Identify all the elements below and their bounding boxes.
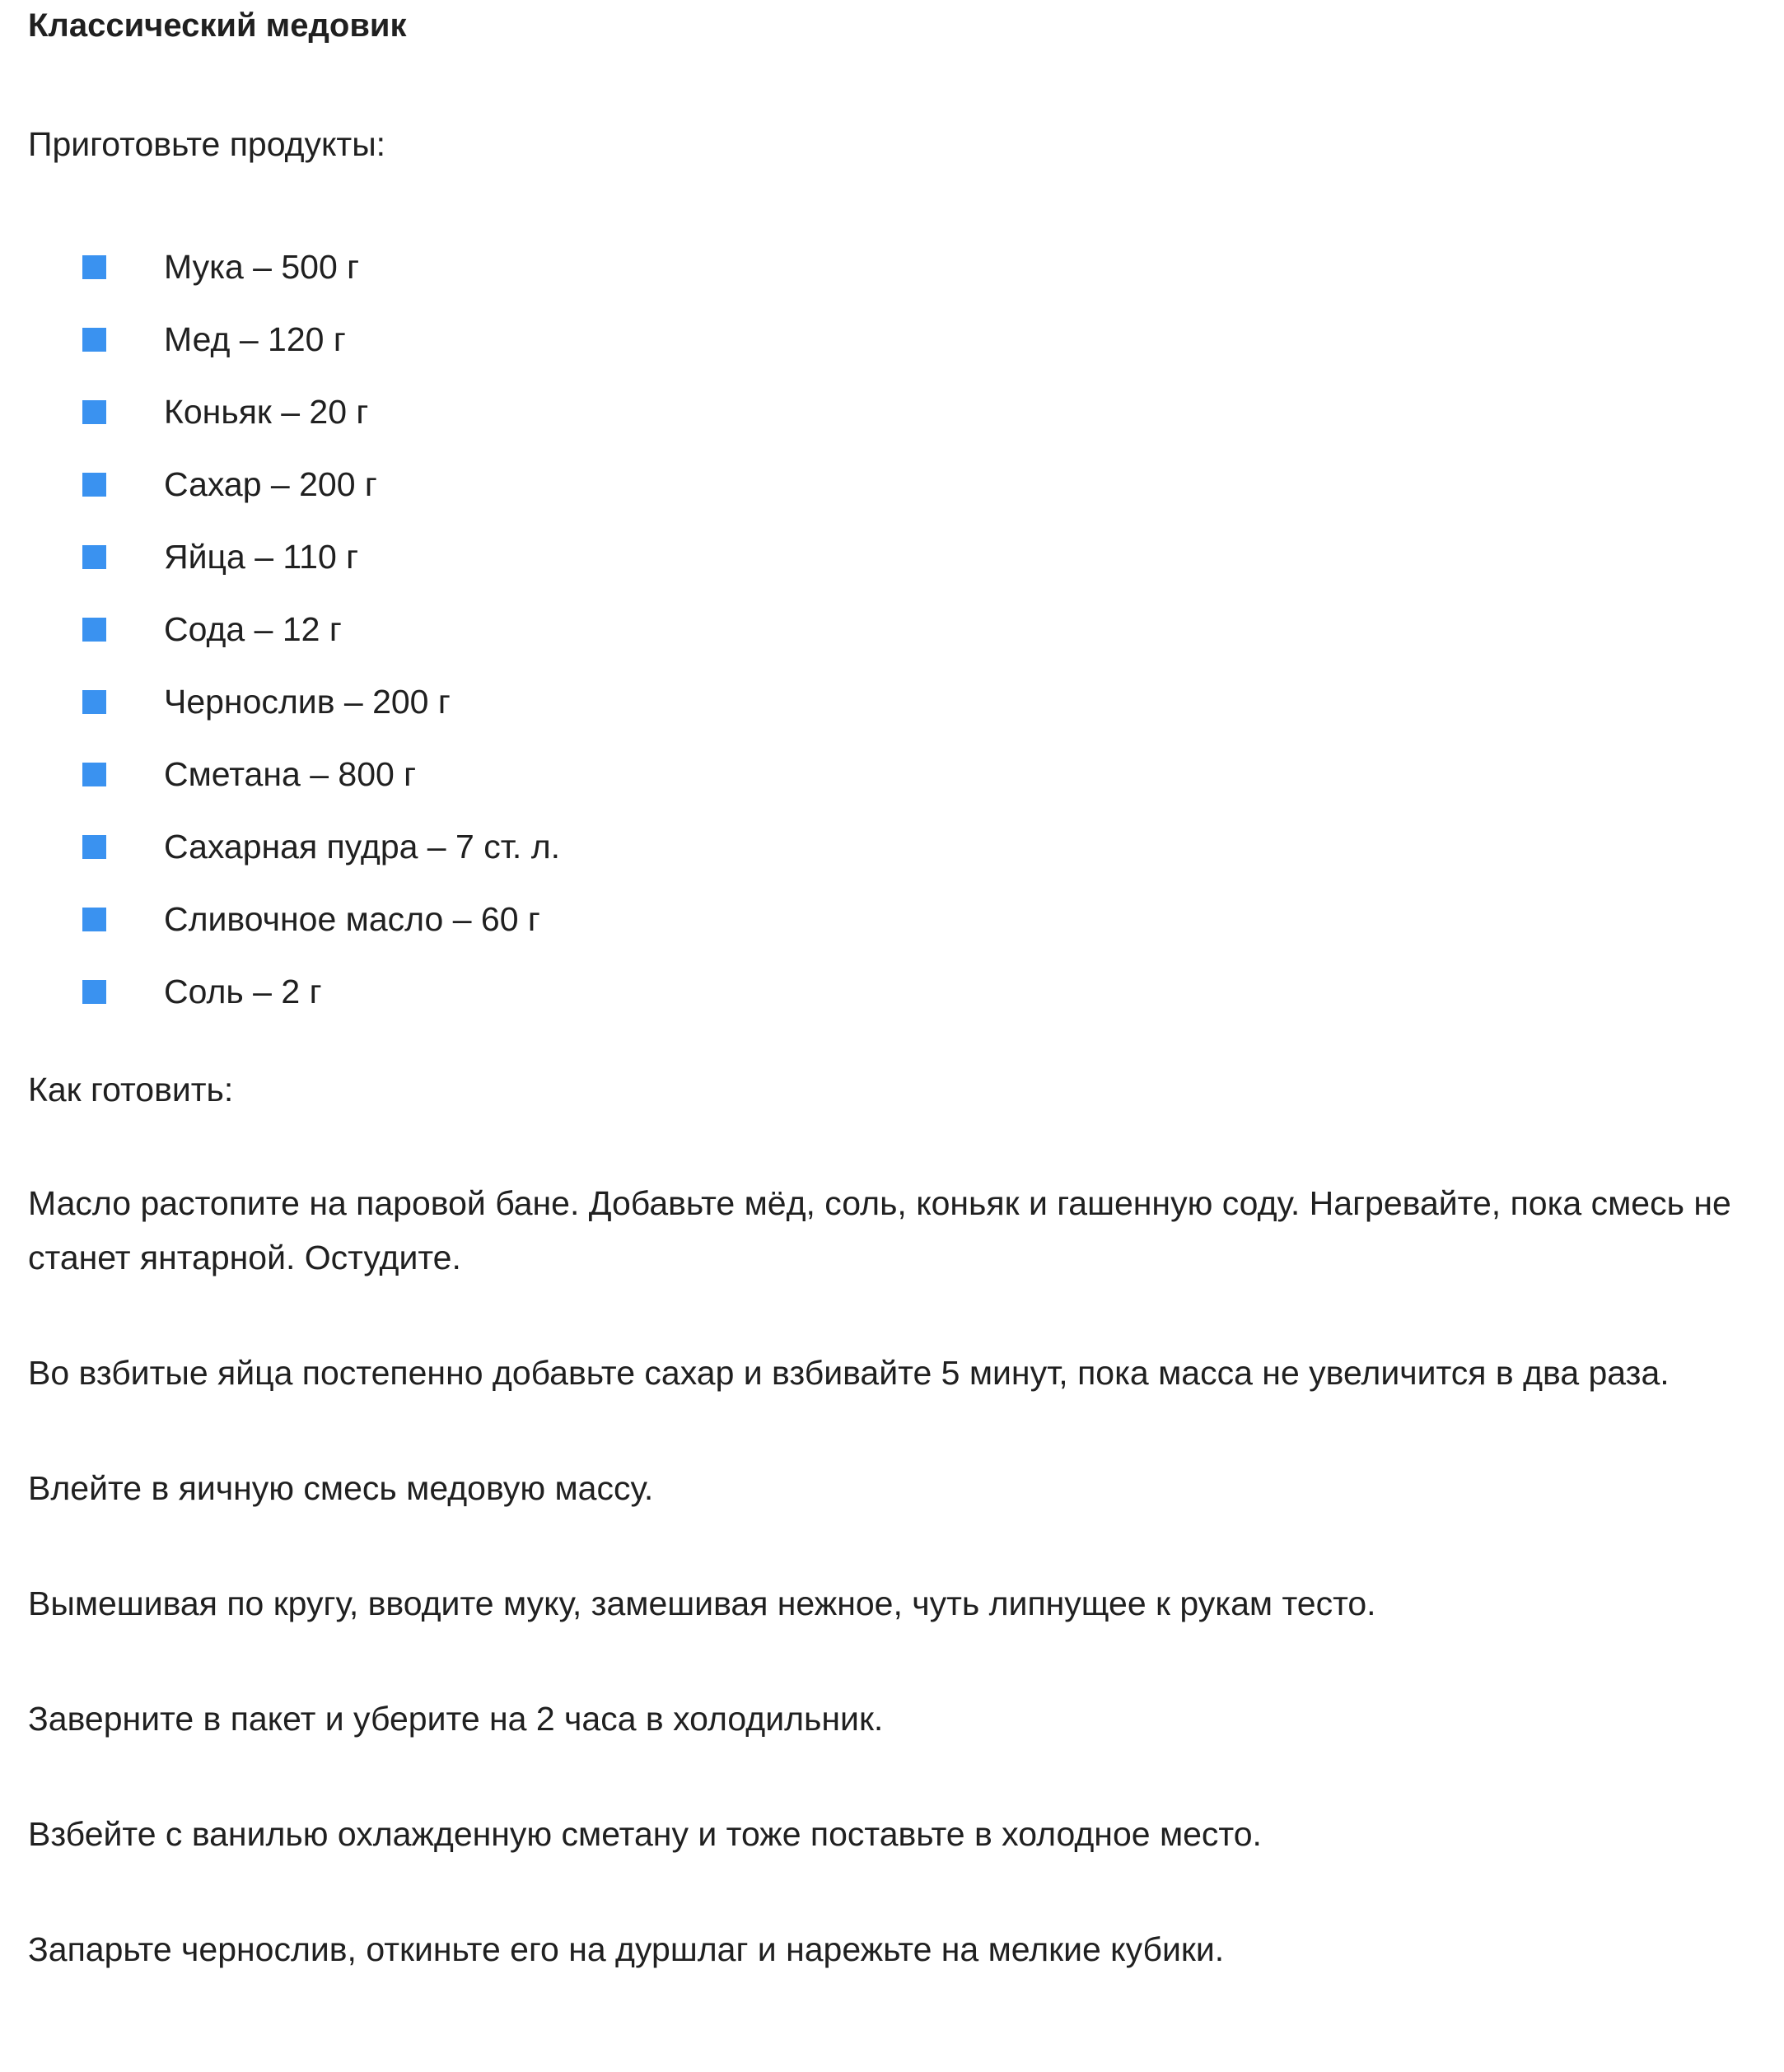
- ingredient-text: Сода – 12 г: [164, 609, 342, 648]
- square-bullet-icon: [82, 255, 106, 279]
- step-paragraph: Запарьте чернослив, откиньте его на дуршлаг и нарежьте на мелкие кубики.: [28, 1930, 1225, 1968]
- ingredient-item: [28, 448, 1756, 520]
- ingredient-text: Сливочное масло – 60 г: [164, 899, 540, 938]
- ingredient-text: Коньяк – 20 г: [164, 392, 369, 431]
- square-bullet-icon: [82, 545, 106, 569]
- ingredient-text: Соль – 2 г: [164, 972, 322, 1010]
- step-paragraph: Влейте в яичную смесь медовую массу.: [28, 1469, 654, 1507]
- ingredient-text: Сметана – 800 г: [164, 754, 417, 793]
- ingredients-list: [28, 231, 1756, 1028]
- ingredient-item: [28, 593, 1756, 665]
- square-bullet-icon: [82, 400, 106, 424]
- square-bullet-icon: [82, 690, 106, 714]
- ingredient-item: [28, 303, 1756, 376]
- ingredient-text: Яйца – 110 г: [164, 537, 359, 576]
- ingredient-item: [28, 520, 1756, 593]
- ingredient-text: Мед – 120 г: [164, 320, 346, 358]
- square-bullet-icon: [82, 835, 106, 859]
- ingredient-item: [28, 810, 1756, 883]
- ingredient-text: Сахарная пудра – 7 ст. л.: [164, 827, 561, 866]
- step-paragraph: Во взбитые яйца постепенно добавьте сахар и взбивайте 5 минут, пока масса не увеличится в два раза.: [28, 1354, 1670, 1392]
- square-bullet-icon: [82, 473, 106, 497]
- ingredient-text: Мука – 500 г: [164, 247, 360, 286]
- square-bullet-icon: [82, 908, 106, 931]
- ingredients-heading: Приготовьте продукты:: [28, 125, 386, 163]
- ingredient-item: [28, 231, 1756, 303]
- ingredient-item: [28, 883, 1756, 955]
- ingredient-item: [28, 376, 1756, 448]
- square-bullet-icon: [82, 328, 106, 352]
- square-bullet-icon: [82, 618, 106, 642]
- ingredient-item: [28, 665, 1756, 738]
- steps-heading: Как готовить:: [28, 1071, 234, 1108]
- ingredient-item: [28, 738, 1756, 810]
- step-paragraph: Заверните в пакет и уберите на 2 часа в холодильник.: [28, 1700, 884, 1738]
- ingredient-text: Сахар – 200 г: [164, 464, 377, 503]
- step-paragraph: Вымешивая по кругу, вводите муку, замешивая нежное, чуть липнущее к рукам тесто.: [28, 1584, 1376, 1622]
- ingredient-item: [28, 955, 1756, 1028]
- step-paragraph: Взбейте с ванилью охлажденную сметану и тоже поставьте в холодное место.: [28, 1815, 1262, 1853]
- recipe-title: Классический медовик: [28, 7, 407, 44]
- step-paragraph: Масло растопите на паровой бане. Добавьте мёд, соль, коньяк и гашенную соду. Нагревайте, пока смесь не станет янтарной. Остудите.: [28, 1184, 1731, 1276]
- square-bullet-icon: [82, 763, 106, 786]
- ingredient-text: Чернослив – 200 г: [164, 682, 451, 721]
- steps-list: [28, 1176, 1756, 1976]
- square-bullet-icon: [82, 980, 106, 1004]
